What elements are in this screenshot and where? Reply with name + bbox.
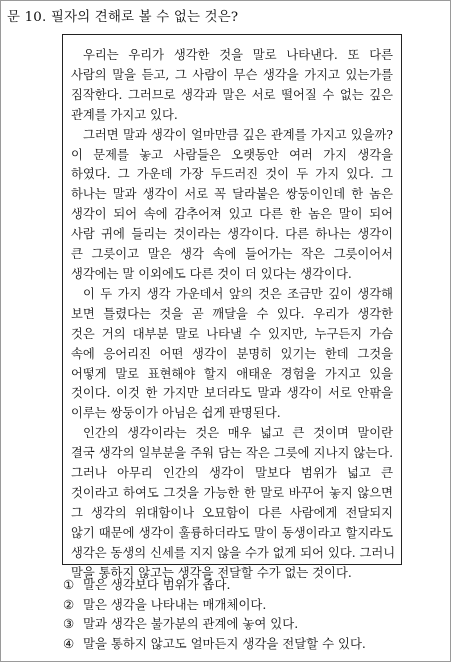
passage-line: 사람의 말을 듣고, 그 사람이 무슨 생각을 가지고 있는가를 bbox=[71, 67, 393, 82]
passage-line: 하였다. 그 가운데 가장 두드러진 것이 두 가지 있다. 그 bbox=[71, 167, 393, 182]
passage-line: 않기 때문에 생각이 훌륭하더라도 말이 동생이라고 할지라도 bbox=[71, 525, 393, 540]
passage-line: 이 문제를 놓고 사람들은 오랫동안 여러 가지 생각을 bbox=[71, 147, 393, 162]
passage-line: 이루는 쌍둥이가 아님은 쉽게 판명된다. bbox=[71, 406, 281, 421]
choice-text: 말은 생각보다 범위가 좁다. bbox=[83, 577, 231, 592]
choice-number: ② bbox=[63, 596, 75, 612]
choice-2[interactable] bbox=[63, 595, 366, 615]
question-title: 문 10. 필자의 견해로 볼 수 없는 것은? bbox=[7, 10, 239, 25]
paragraph-3 bbox=[71, 285, 393, 424]
passage-box bbox=[62, 34, 402, 580]
passage-line: 보면 틀렸다는 것을 곧 깨달을 수 있다. 우리가 생각한 bbox=[71, 306, 393, 321]
passage-line: 하나는 말과 생각이 서로 꼭 달라붙은 쌍둥이인데 한 놈은 bbox=[71, 187, 393, 202]
passage-line: 것이라고 하여도 그것을 가능한 한 말로 바꾸어 놓지 않으면 bbox=[71, 485, 393, 500]
passage-line: 그 생각의 위대함이나 오묘함이 다른 사람에게 전달되지 bbox=[71, 505, 393, 520]
paragraph-2 bbox=[71, 126, 393, 285]
passage-line: 그러면 말과 생각이 얼마만큼 깊은 관계를 가지고 있을까? bbox=[83, 127, 393, 142]
choice-4[interactable] bbox=[63, 634, 366, 654]
passage-line: 생각에는 말 이외에도 다른 것이 더 있다는 생각이다. bbox=[71, 266, 352, 281]
passage-line: 속에 응어리진 어떤 생각이 분명히 있기는 한데 그것을 bbox=[71, 346, 393, 361]
choice-3[interactable] bbox=[63, 614, 366, 634]
passage-line: 이 두 가지 생각 가운데서 앞의 것은 조금만 깊이 생각해 bbox=[83, 286, 393, 301]
choice-1[interactable] bbox=[63, 575, 366, 595]
choice-number: ① bbox=[63, 577, 75, 592]
passage-line: 관계를 가지고 있다. bbox=[71, 107, 178, 122]
passage-line: 큰 그릇이고 말은 생각 속에 들어가는 작은 그릇이어서 bbox=[71, 247, 393, 262]
passage-line: 어떻게 말로 표현해야 할지 애태운 경험을 가지고 있을 bbox=[71, 366, 393, 381]
passage-line: 인간의 생각이라는 것은 매우 넓고 큰 것이며 말이란 bbox=[83, 426, 393, 441]
passage-line: 그러나 아무리 인간의 생각이 말보다 범위가 넓고 큰 bbox=[71, 466, 393, 481]
passage-line: 말을 통하지 않고는 생각을 전달할 수가 없는 것이다. bbox=[71, 565, 352, 580]
answer-choices bbox=[63, 575, 366, 653]
passage-line: 짐작한다. 그러므로 생각과 말은 서로 떨어질 수 없는 깊은 bbox=[71, 87, 393, 102]
paragraph-4 bbox=[71, 424, 396, 583]
passage-line: 생각이 되어 속에 감추어져 있고 다른 한 놈은 말이 되어 bbox=[71, 207, 393, 222]
choice-text: 말을 통하지 않고도 얼마든지 생각을 전달할 수 있다. bbox=[83, 635, 366, 651]
passage-line: 생각은 동생의 신세를 지지 않을 수가 없게 되어 있다. 그러니 bbox=[71, 545, 396, 560]
passage-line: 우리는 우리가 생각한 것을 말로 나타낸다. 또 다른 bbox=[83, 48, 393, 62]
choice-text: 말은 생각을 나타내는 매개체이다. bbox=[83, 596, 267, 612]
passage-line: 것은 거의 대부분 말로 나타낼 수 있지만, 누구든지 가슴 bbox=[71, 326, 393, 341]
paragraph-1 bbox=[71, 46, 393, 126]
choice-text: 말과 생각은 불가분의 관계에 놓여 있다. bbox=[83, 616, 299, 631]
choice-number: ③ bbox=[63, 616, 75, 631]
choice-number: ④ bbox=[63, 635, 75, 651]
passage-line: 것이다. 이것 한 가지만 보더라도 말과 생각이 서로 안팎을 bbox=[71, 386, 393, 401]
passage-line: 결국 생각의 일부분을 주워 담는 작은 그릇에 지나지 않는다. bbox=[71, 446, 393, 461]
passage-line: 사람 귀에 들리는 것이라는 생각이다. 다른 하나는 생각이 bbox=[71, 227, 393, 242]
